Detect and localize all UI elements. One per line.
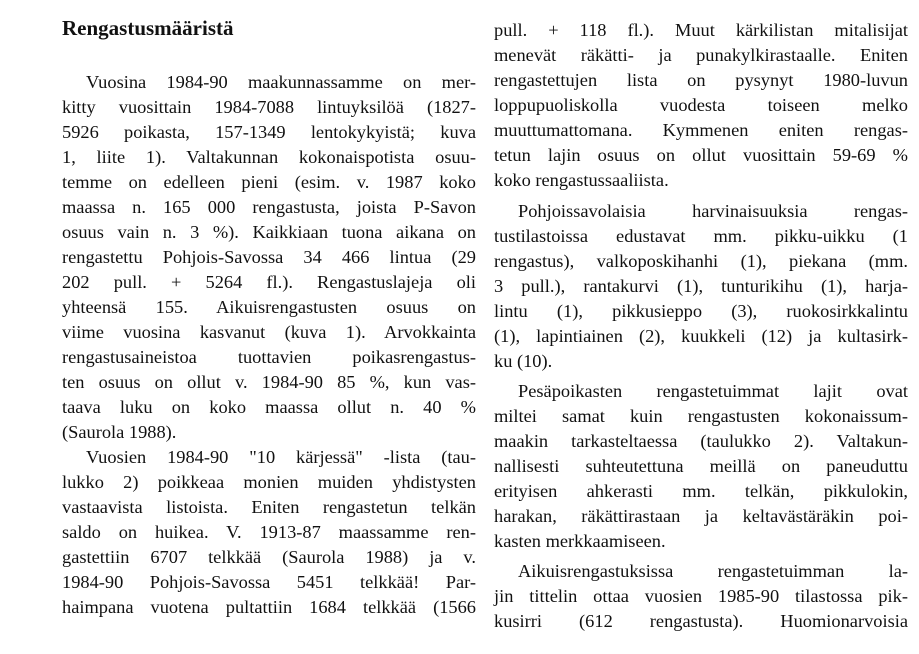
- text-line: rengastus), valkoposkihanhi (1), piekana (mm.: [494, 251, 908, 271]
- text-line: maakin tarkasteltaessa (taulukko 2). Valtakun-: [494, 431, 908, 451]
- text-line: tustilastoissa edustavat mm. pikku-uikku (1: [494, 226, 908, 246]
- text-line: gastettiin 6707 telkkää (Saurola 1988) ja v.: [62, 547, 476, 567]
- text-line: menevät räkätti- ja punakylkirastaalle. Eniten: [494, 45, 908, 65]
- text-line: taava luku on koko maassa ollut n. 40 %: [62, 397, 476, 417]
- text-line: viime vuosina kasvanut (kuva 1). Arvokkainta: [62, 322, 476, 342]
- text-line: harakan, räkättirastaan ja keltavästäräkin poi-: [494, 506, 908, 526]
- text-line: ten osuus on ollut v. 1984-90 85 %, kun vas-: [62, 372, 476, 392]
- text-line: kitty vuosittain 1984-7088 lintuyksilöä (1827-: [62, 97, 476, 117]
- text-line: (Saurola 1988).: [62, 422, 177, 442]
- text-line: maassa n. 165 000 rengastusta, joista P-Savon: [62, 197, 476, 217]
- text-line: Pesäpoikasten rengastetuimmat lajit ovat: [518, 381, 908, 401]
- text-line: 5926 poikasta, 157-1349 lentokykyistä; kuva: [62, 122, 476, 142]
- text-line: kusirri (612 rengastusta). Huomionarvoisia: [494, 611, 908, 631]
- text-line: 1, liite 1). Valtakunnan kokonaispotista osuu-: [62, 147, 476, 167]
- text-line: muuttumattomana. Kymmenen eniten rengas-: [494, 120, 908, 140]
- text-line: Vuosina 1984-90 maakunnassamme on mer-: [86, 72, 476, 92]
- text-line: loppupuoliskolla vuodesta toiseen melko: [494, 95, 908, 115]
- text-line: Pohjoissavolaisia harvinaisuuksia rengas-: [518, 201, 908, 221]
- text-line: jin tittelin ottaa vuosien 1985-90 tilastossa pik-: [494, 586, 908, 606]
- text-line: erityisen ahkerasti mm. telkän, pikkulokin,: [494, 481, 908, 501]
- text-line: temme on edelleen pieni (esim. v. 1987 koko: [62, 172, 476, 192]
- text-line: yhteensä 155. Aikuisrengastusten osuus on: [62, 297, 476, 317]
- text-line: rengastusaineistoa tuottavien poikasrengastus-: [62, 347, 476, 367]
- text-line: 3 pull.), rantakurvi (1), tunturikihu (1), harja-: [494, 276, 908, 296]
- text-line: koko rengastussaaliista.: [494, 170, 669, 190]
- text-line: kasten merkkaamiseen.: [494, 531, 666, 551]
- text-line: miltei samat kuin rengastusten kokonaissum-: [494, 406, 908, 426]
- text-line: saldo on huikea. V. 1913-87 maassamme ren-: [62, 522, 476, 542]
- section-title: Rengastusmääristä: [62, 16, 234, 40]
- text-line: 202 pull. + 5264 fl.). Rengastuslajeja oli: [62, 272, 476, 292]
- text-line: vastaavista listoista. Eniten rengastetun telkän: [62, 497, 476, 517]
- text-line: rengastettu Pohjois-Savossa 34 466 lintua (29: [62, 247, 476, 267]
- text-line: haimpana vuotena pultattiin 1684 telkkää (1566: [62, 597, 476, 617]
- text-line: ku (10).: [494, 351, 553, 371]
- text-line: 1984-90 Pohjois-Savossa 5451 telkkää! Par-: [62, 572, 476, 592]
- text-line: nallisesti suhteutettuna meillä on paneuduttu: [494, 456, 908, 476]
- text-line: (1), lapintiainen (2), kuukkeli (12) ja kultasirk-: [494, 326, 908, 346]
- text-line: Vuosien 1984-90 "10 kärjessä" -lista (tau-: [86, 447, 476, 467]
- text-line: Aikuisrengastuksissa rengastetuimman la-: [518, 561, 908, 581]
- text-line: lintu (1), pikkusieppo (3), ruokosirkkalintu: [494, 301, 908, 321]
- text-line: pull. + 118 fl.). Muut kärkilistan mitalisijat: [494, 20, 908, 40]
- text-line: osuus vain n. 3 %). Kaikkiaan tuona aikana on: [62, 222, 476, 242]
- text-line: lukko 2) poikkeaa monien muiden yhdistysten: [62, 472, 476, 492]
- text-line: rengastettujen lista on pysynyt 1980-luvun: [494, 70, 908, 90]
- text-line: tetun lajin osuus on ollut vuosittain 59-69 %: [494, 145, 908, 165]
